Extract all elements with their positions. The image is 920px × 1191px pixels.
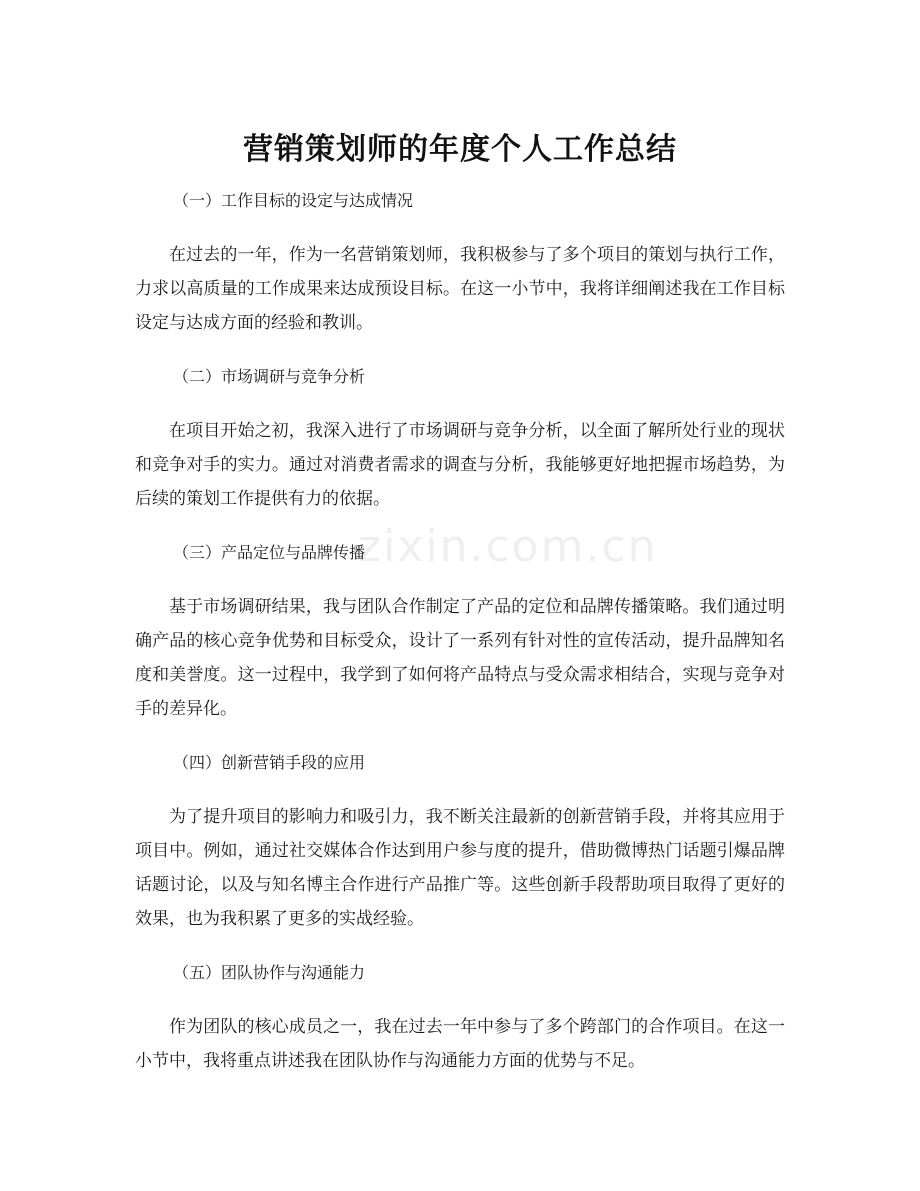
section-heading: （四）创新营销手段的应用 — [173, 753, 366, 772]
section-heading: （一）工作目标的设定与达成情况 — [173, 191, 414, 210]
document-title: 营销策划师的年度个人工作总结 — [243, 132, 677, 168]
section-paragraph: 在过去的一年，作为一名营销策划师，我积极参与了多个项目的策划与执行工作，力求以高质量的工作成果来达成预设目标。在这一小节中，我将详细阐述我在工作目标设定与达成方面的经验和教训。 — [135, 245, 785, 333]
section-paragraph: 在项目开始之初，我深入进行了市场调研与竞争分析，以全面了解所处行业的现状和竞争对手的实力。通过对消费者需求的调查与分析，我能够更好地把握市场趋势，为后续的策划工作提供有力的依据。 — [135, 421, 785, 509]
section-paragraph: 作为团队的核心成员之一，我在过去一年中参与了多个跨部门的合作项目。在这一小节中，我将重点讲述我在团队协作与沟通能力方面的优势与不足。 — [135, 1017, 785, 1071]
section-paragraph: 基于市场调研结果，我与团队合作制定了产品的定位和品牌传播策略。我们通过明确产品的核心竞争优势和目标受众，设计了一系列有针对性的宣传活动，提升品牌知名度和美誉度。这一过程中，我学到了如何将产品特点与受众需求相结合，实现与竞争对手的差异化。 — [135, 597, 785, 719]
section-heading: （二）市场调研与竞争分析 — [173, 367, 366, 386]
section-paragraph: 为了提升项目的影响力和吸引力，我不断关注最新的创新营销手段，并将其应用于项目中。例如，通过社交媒体合作达到用户参与度的提升，借助微博热门话题引爆品牌话题讨论，以及与知名博主合作进行产品推广等。这些创新手段帮助项目取得了更好的效果，也为我积累了更多的实战经验。 — [135, 807, 785, 929]
section-heading: （五）团队协作与沟通能力 — [173, 963, 366, 982]
section-heading: （三）产品定位与品牌传播 — [173, 543, 366, 562]
document-body — [135, 182, 785, 1078]
watermark: zixin.com.cn — [358, 521, 658, 572]
